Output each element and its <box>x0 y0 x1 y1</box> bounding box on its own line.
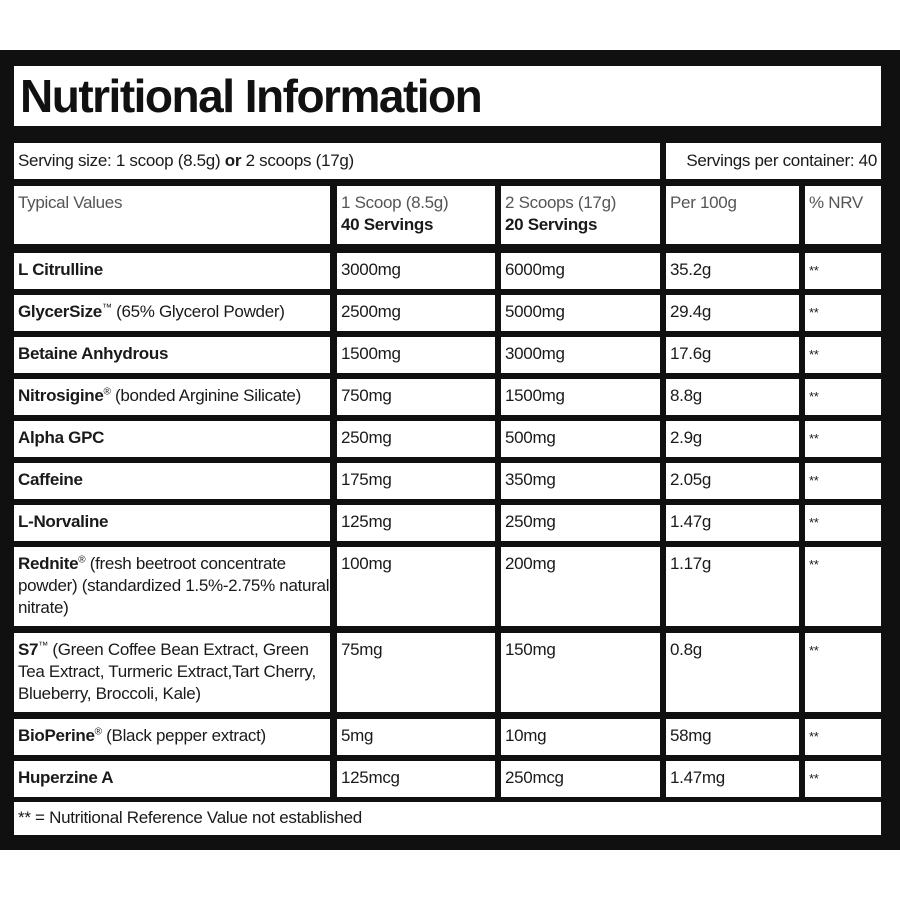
value-cell-per100 <box>666 547 799 626</box>
value-cell-nrv <box>805 719 881 755</box>
value-cell-per100 <box>666 421 799 457</box>
header-typical-label: Typical Values <box>18 193 123 212</box>
ingredient-cell <box>14 547 330 626</box>
value-cell-nrv <box>805 505 881 541</box>
value-cell-per100 <box>666 463 799 499</box>
ingredient-name: L-Norvaline <box>18 512 109 531</box>
amount-value: 2.9g <box>670 428 702 447</box>
ingredient-description: (Green Coffee Bean Extract, Green Tea Extract, Turmeric Extract,Tart Cherry, Blueberry, Broccoli, Kale) <box>18 640 316 703</box>
serving-size-alt: 2 scoops (17g) <box>245 151 354 170</box>
amount-value: 17.6g <box>670 344 712 363</box>
ingredient-name: Nitrosigine <box>18 386 104 405</box>
nrv-value: ** <box>809 389 819 404</box>
amount-value: 2500mg <box>341 302 401 321</box>
ingredient-cell <box>14 761 330 797</box>
serving-size-cell <box>14 143 660 179</box>
ingredient-cell <box>14 295 330 331</box>
amount-value: 350mg <box>505 470 556 489</box>
nrv-value: ** <box>809 431 819 446</box>
value-cell-one <box>337 547 495 626</box>
amount-value: 1.47g <box>670 512 712 531</box>
header-one-scoop-servings: 40 Servings <box>341 215 434 234</box>
value-cell-one <box>337 295 495 331</box>
amount-value: 750mg <box>341 386 392 405</box>
ingredient-name: BioPerine <box>18 726 95 745</box>
amount-value: 3000mg <box>341 260 401 279</box>
nrv-value: ** <box>809 729 819 744</box>
amount-value: 125mg <box>341 512 392 531</box>
ingredient-cell <box>14 633 330 712</box>
nrv-value: ** <box>809 305 819 320</box>
amount-value: 35.2g <box>670 260 712 279</box>
nrv-value: ** <box>809 643 819 658</box>
value-cell-nrv <box>805 547 881 626</box>
value-cell-two <box>501 421 660 457</box>
header-two-scoops-size: 2 Scoops (17g) <box>505 193 617 212</box>
amount-value: 125mcg <box>341 768 400 787</box>
ingredient-name: Rednite <box>18 554 79 573</box>
header-per-100g <box>666 186 799 244</box>
value-cell-two <box>501 719 660 755</box>
value-cell-nrv <box>805 463 881 499</box>
header-nrv <box>805 186 881 244</box>
header-typical-values <box>14 186 330 244</box>
value-cell-nrv <box>805 295 881 331</box>
value-cell-one <box>337 253 495 289</box>
trademark-mark: ® <box>78 554 86 566</box>
value-cell-one <box>337 719 495 755</box>
amount-value: 1500mg <box>341 344 401 363</box>
value-cell-per100 <box>666 505 799 541</box>
value-cell-per100 <box>666 633 799 712</box>
header-two-scoops <box>501 186 660 244</box>
value-cell-per100 <box>666 253 799 289</box>
ingredient-description: (bonded Arginine Silicate) <box>115 386 301 405</box>
amount-value: 3000mg <box>505 344 565 363</box>
header-one-scoop-size: 1 Scoop (8.5g) <box>341 193 449 212</box>
amount-value: 10mg <box>505 726 547 745</box>
value-cell-two <box>501 633 660 712</box>
ingredient-name: L Citrulline <box>18 260 103 279</box>
footnote-cell <box>14 802 881 835</box>
nrv-value: ** <box>809 557 819 572</box>
amount-value: 8.8g <box>670 386 702 405</box>
value-cell-nrv <box>805 633 881 712</box>
value-cell-per100 <box>666 379 799 415</box>
nrv-value: ** <box>809 771 819 786</box>
header-nrv-label: % NRV <box>809 193 863 212</box>
nrv-value: ** <box>809 347 819 362</box>
nrv-value: ** <box>809 515 819 530</box>
value-cell-nrv <box>805 761 881 797</box>
amount-value: 250mg <box>341 428 392 447</box>
value-cell-one <box>337 337 495 373</box>
ingredient-cell <box>14 337 330 373</box>
amount-value: 1500mg <box>505 386 565 405</box>
ingredient-description: (65% Glycerol Powder) <box>116 302 285 321</box>
trademark-mark: ™ <box>101 302 112 314</box>
title-cell <box>14 66 881 126</box>
value-cell-one <box>337 421 495 457</box>
amount-value: 200mg <box>505 554 556 573</box>
amount-value: 5mg <box>341 726 374 745</box>
ingredient-cell <box>14 719 330 755</box>
page-title: Nutritional Information <box>20 70 482 122</box>
value-cell-per100 <box>666 719 799 755</box>
nrv-value: ** <box>809 473 819 488</box>
amount-value: 1.47mg <box>670 768 725 787</box>
amount-value: 175mg <box>341 470 392 489</box>
value-cell-two <box>501 379 660 415</box>
value-cell-two <box>501 295 660 331</box>
value-cell-one <box>337 505 495 541</box>
value-cell-one <box>337 761 495 797</box>
trademark-mark: ™ <box>38 640 48 652</box>
value-cell-nrv <box>805 421 881 457</box>
value-cell-one <box>337 379 495 415</box>
amount-value: 2.05g <box>670 470 712 489</box>
amount-value: 250mg <box>505 512 556 531</box>
ingredient-name: Caffeine <box>18 470 83 489</box>
ingredient-cell <box>14 505 330 541</box>
amount-value: 150mg <box>505 640 556 659</box>
nrv-value: ** <box>809 263 819 278</box>
ingredient-name: Huperzine A <box>18 768 114 787</box>
amount-value: 75mg <box>341 640 383 659</box>
amount-value: 250mcg <box>505 768 564 787</box>
amount-value: 100mg <box>341 554 392 573</box>
amount-value: 29.4g <box>670 302 712 321</box>
ingredient-name: Alpha GPC <box>18 428 105 447</box>
value-cell-two <box>501 547 660 626</box>
amount-value: 5000mg <box>505 302 565 321</box>
ingredient-name: S7 <box>18 640 39 659</box>
ingredient-description: (fresh beetroot concentrate powder) (standardized 1.5%-2.75% natural nitrate) <box>18 554 330 617</box>
amount-value: 0.8g <box>670 640 702 659</box>
header-per-100g-label: Per 100g <box>670 193 737 212</box>
value-cell-two <box>501 761 660 797</box>
ingredient-cell <box>14 421 330 457</box>
trademark-mark: ® <box>103 386 111 398</box>
value-cell-nrv <box>805 337 881 373</box>
header-one-scoop <box>337 186 495 244</box>
value-cell-per100 <box>666 337 799 373</box>
amount-value: 58mg <box>670 726 712 745</box>
serving-size-text: Serving size: 1 scoop (8.5g) <box>18 151 221 170</box>
value-cell-per100 <box>666 295 799 331</box>
amount-value: 1.17g <box>670 554 712 573</box>
value-cell-two <box>501 253 660 289</box>
amount-value: 500mg <box>505 428 556 447</box>
ingredient-name: Betaine Anhydrous <box>18 344 169 363</box>
ingredient-name: GlycerSize <box>18 302 102 321</box>
servings-per-container: Servings per container: 40 <box>686 151 877 170</box>
amount-value: 6000mg <box>505 260 565 279</box>
value-cell-two <box>501 463 660 499</box>
value-cell-two <box>501 505 660 541</box>
value-cell-nrv <box>805 253 881 289</box>
value-cell-per100 <box>666 761 799 797</box>
header-two-scoops-servings: 20 Servings <box>505 215 598 234</box>
value-cell-two <box>501 337 660 373</box>
value-cell-one <box>337 633 495 712</box>
servings-per-container-cell <box>666 143 881 179</box>
trademark-mark: ® <box>94 726 102 738</box>
ingredient-cell <box>14 379 330 415</box>
value-cell-one <box>337 463 495 499</box>
footnote-text: ** = Nutritional Reference Value not established <box>18 808 362 827</box>
value-cell-nrv <box>805 379 881 415</box>
ingredient-description: (Black pepper extract) <box>106 726 266 745</box>
ingredient-cell <box>14 253 330 289</box>
serving-or: or <box>224 151 242 170</box>
ingredient-cell <box>14 463 330 499</box>
